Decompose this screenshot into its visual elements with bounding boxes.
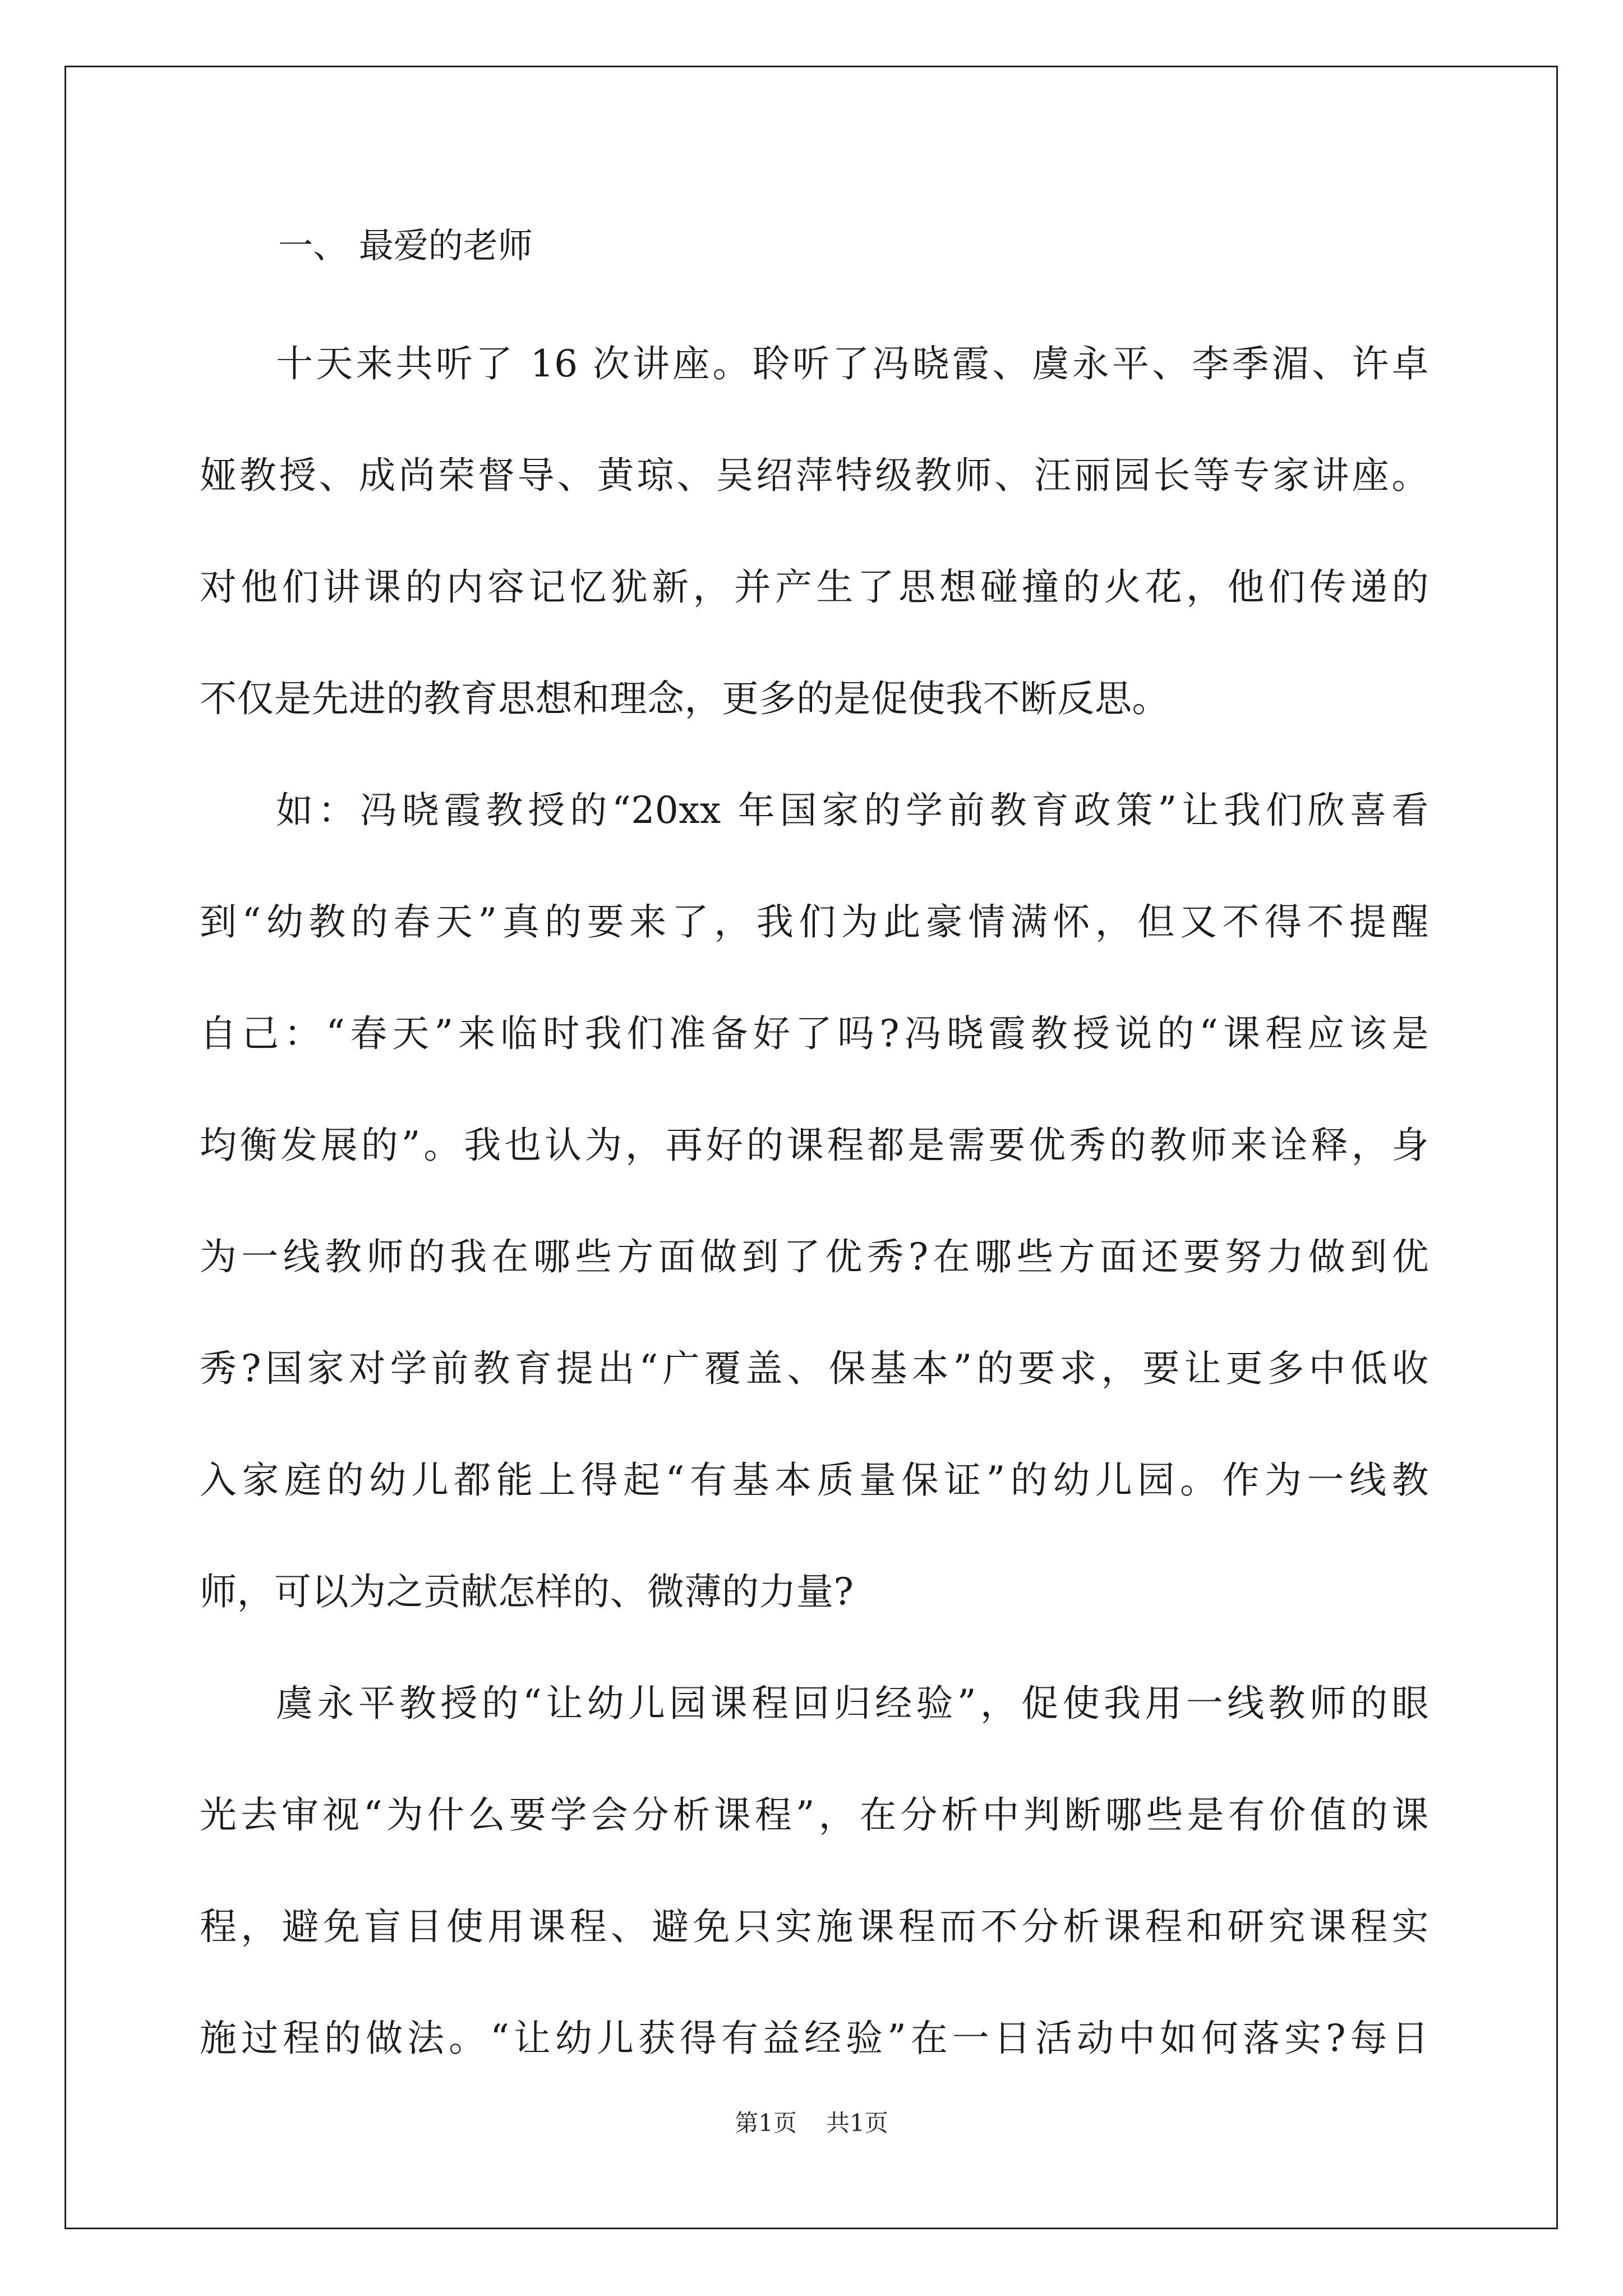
document-body [200,218,1429,2067]
paragraph-line: 娅教授、成尚荣督导、黄琼、吴绍萍特级教师、汪丽园长等专家讲座。 [200,454,1429,497]
page-footer [0,2106,1623,2140]
paragraph-line: 对他们讲课的内容记忆犹新，并产生了思想碰撞的火花，他们传递的 [200,565,1429,609]
paragraph-line: 施过程的做法。“让幼儿获得有益经验”在一日活动中如何落实?每日 [200,2017,1429,2060]
section-heading: 一、 最爱的老师 [278,225,533,266]
page-total: 共1页 [826,2109,888,2137]
paragraph-line: 光去审视“为什么要学会分析课程”，在分析中判断哪些是有价值的课 [200,1793,1429,1837]
paragraph-line: 自己：“春天”来临时我们准备好了吗?冯晓霞教授说的“课程应该是 [200,1012,1429,1055]
paragraph-line: 秀?国家对学前教育提出“广覆盖、保基本”的要求，要让更多中低收 [200,1347,1429,1390]
paragraph-line: 入家庭的幼儿都能上得起“有基本质量保证”的幼儿园。作为一线教 [200,1458,1429,1502]
paragraph-line: 到“幼教的春天”真的要来了，我们为此豪情满怀，但又不得不提醒 [200,900,1429,944]
paragraph-line: 虞永平教授的“让幼儿园课程回归经验”，促使我用一线教师的眼 [276,1682,1429,1725]
paragraph-line: 十天来共听了 16 次讲座。聆听了冯晓霞、虞永平、李季湄、许卓 [276,342,1429,385]
paragraph-line: 师，可以为之贡献怎样的、微薄的力量? [200,1570,854,1613]
page-number: 第1页 [735,2109,797,2137]
paragraph-line: 不仅是先进的教育思想和理念，更多的是促使我不断反思。 [200,677,1169,720]
paragraph-line: 如：冯晓霞教授的“20xx 年国家的学前教育政策”让我们欣喜看 [276,789,1429,832]
paragraph-line: 为一线教师的我在哪些方面做到了优秀?在哪些方面还要努力做到优 [200,1235,1429,1278]
paragraph-line: 均衡发展的”。我也认为，再好的课程都是需要优秀的教师来诠释，身 [200,1124,1429,1167]
paragraph-line: 程，避免盲目使用课程、避免只实施课程而不分析课程和研究课程实 [200,1905,1429,1948]
